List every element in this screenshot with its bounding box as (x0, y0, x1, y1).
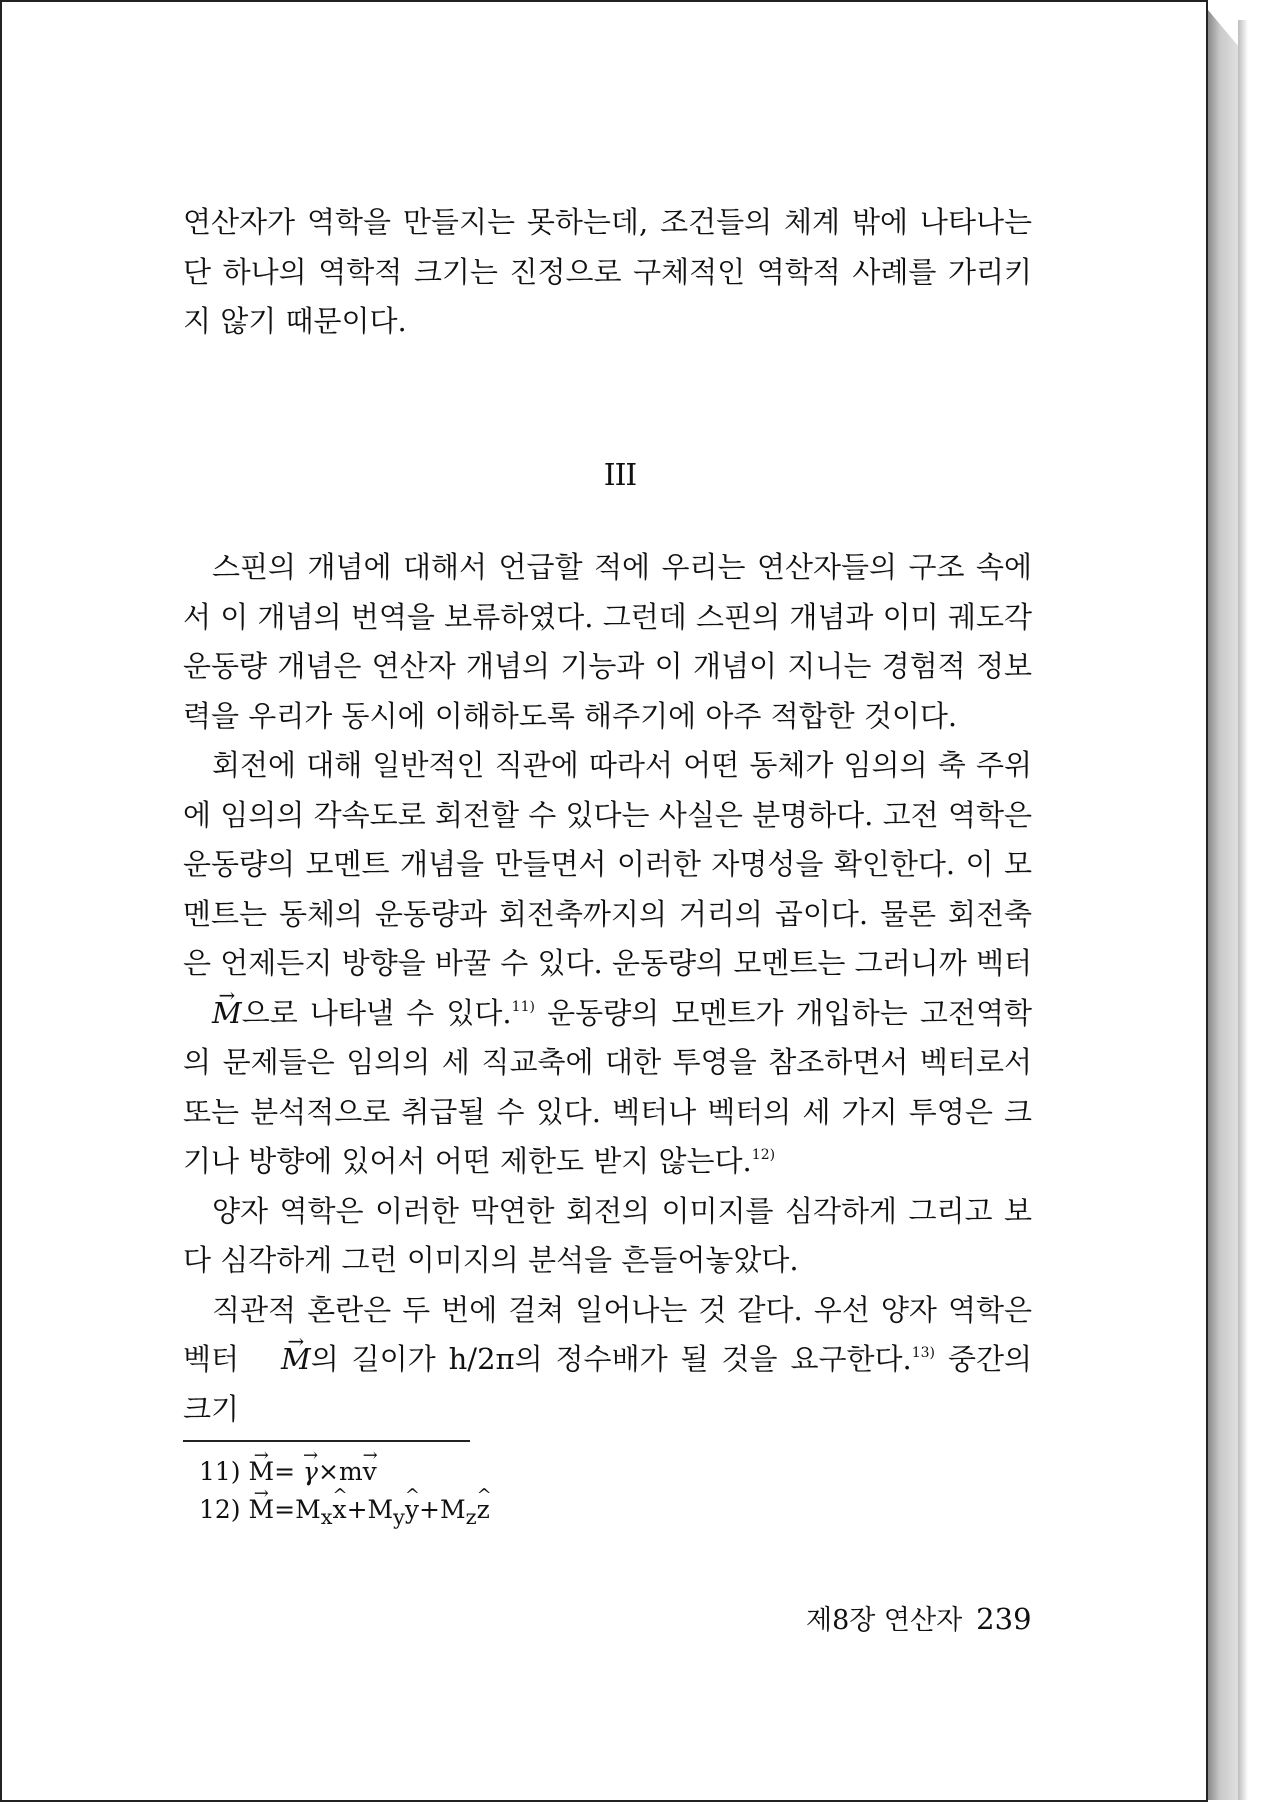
footnote-label: 12) (199, 1495, 241, 1524)
paragraph-1 (183, 543, 1032, 741)
subscript: x (320, 1505, 333, 1529)
section-heading: III (603, 458, 637, 493)
running-footer (806, 1598, 1032, 1637)
paragraph-text: 운동량의 모멘트가 개입하는 고전역학의 문제들은 임의의 세 직교축에 대한 투영을 참조하면서 벡터로서 또는 분석적으로 취급될 수 있다. 벡터나 벡터의 세 가지 투영은 크기나 방향에 있어서 어떤 제한도 받지 않는다. (183, 995, 1032, 1178)
equals: = (274, 1495, 296, 1524)
paragraph-text: 중간의 크기 (183, 1342, 1032, 1426)
paragraph-4 (183, 1286, 1032, 1435)
paragraph-text: 연산자가 역학을 만들지는 못하는데, 조건들의 체계 밖에 나타나는 단 하나의 역학적 크기는 진정으로 구체적인 역학적 사례를 가리키지 않기 때문이다. (183, 205, 1032, 338)
vector-m: M → (183, 989, 242, 1039)
vector-v: v → (363, 1453, 377, 1491)
vector-m: M → (249, 1491, 275, 1529)
body-text (183, 543, 1032, 1434)
paragraph-2 (183, 741, 1032, 1187)
subscript: z (465, 1505, 477, 1529)
footnote-ref-11: 11) (511, 998, 535, 1015)
subscript: y (393, 1505, 405, 1529)
chapter-title: 제8장 연산자 (806, 1605, 963, 1636)
unit-vector: z ^ (477, 1491, 490, 1529)
paragraph-text: 으로 나타낼 수 있다. (241, 995, 512, 1030)
paragraph-text: 양자 역학은 이러한 막연한 회전의 이미지를 심각하게 그리고 보다 심각하게 그런 이미지의 분석을 흔들어놓았다. (183, 1193, 1032, 1277)
paragraph-text: 스핀의 개념에 대해서 언급할 적에 우리는 연산자들의 구조 속에서 이 개념의 번역을 보류하였다. 그런데 스핀의 개념과 이미 궤도각운동량 개념은 연산자 개념의 기능과 이 개념이 지니는 경험적 정보력을 우리가 동시에 이해하도록 해주기에 아주 적합한 것이다. (183, 550, 1032, 733)
unit-vector: y ^ (405, 1491, 419, 1529)
plus: + (346, 1495, 368, 1524)
footnote-divider (183, 1440, 470, 1442)
footnote-ref-13: 13) (911, 1345, 936, 1361)
equals: = (274, 1457, 296, 1486)
paragraph-3 (183, 1187, 1032, 1286)
footnote-ref-12: 12) (751, 1147, 776, 1163)
footnote-label: 11) (199, 1457, 241, 1486)
page-edge (1208, 10, 1238, 1800)
formula-term: M (439, 1495, 466, 1524)
formula-term: M (295, 1495, 321, 1524)
paragraph-text: 직관적 혼란은 두 번에 걸쳐 일어나는 것 같다. 우선 양자 역학은 벡터 (183, 1292, 1032, 1376)
footnote-12 (199, 1491, 490, 1536)
unit-vector: x ^ (332, 1491, 346, 1529)
paragraph-text: 의 길이가 h/2π의 정수배가 될 것을 요구한다. (310, 1342, 912, 1376)
formula-term: M (367, 1495, 394, 1524)
paragraph-text: 회전에 대해 일반적인 직관에 따라서 어떤 동체가 임의의 축 주위에 임의의 각속도로 회전할 수 있다는 사실은 분명하다. 고전 역학은 운동량의 모멘트 개념을 만들면서 이러한 자명성을 확인한다. 이 모멘트는 동체의 운동량과 회전축까지의 거리의 곱이다. 물론 회전축은 언제든지 방향을 바꿀 수 있다. 운동량의 모멘트는 그러니까 벡터 (183, 748, 1032, 980)
vector-m: M → (252, 1335, 311, 1385)
vector-r: γ → (303, 1453, 318, 1491)
page-shadow (1238, 20, 1248, 1800)
vector-m: M → (249, 1453, 275, 1491)
footnotes (199, 1453, 490, 1536)
page-number: 239 (976, 1602, 1032, 1636)
top-paragraph (183, 198, 1032, 347)
formula-text: ×m (318, 1457, 363, 1486)
plus: + (419, 1495, 440, 1524)
